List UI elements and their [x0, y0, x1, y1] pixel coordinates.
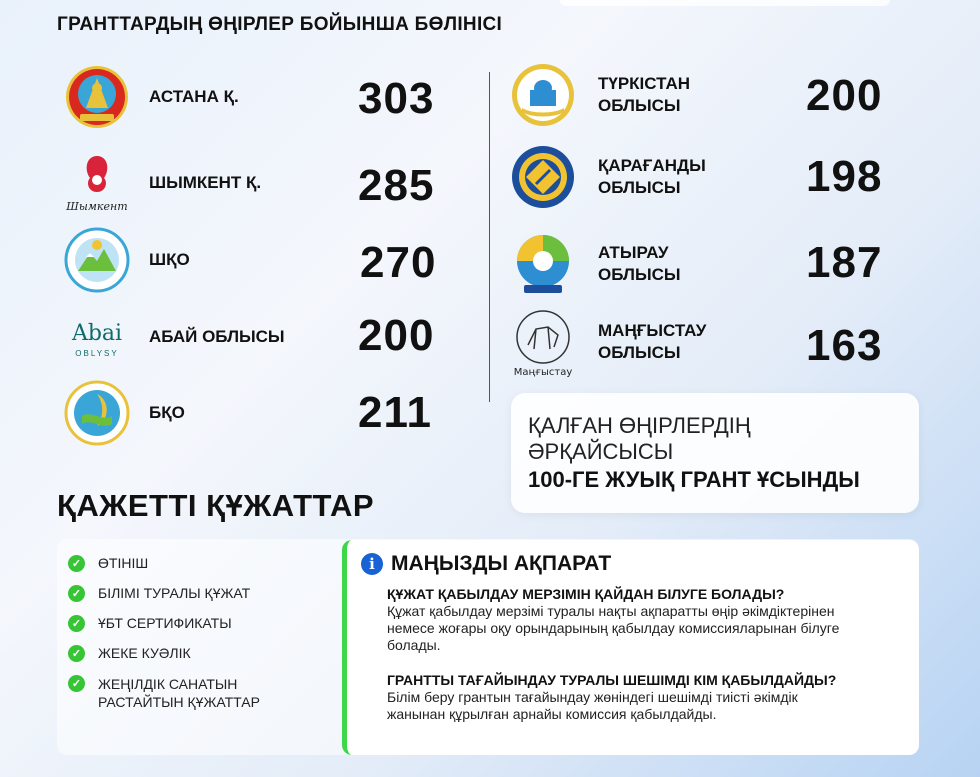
region-abai: [62, 302, 285, 372]
list-item: ✓ ҰБТ СЕРТИФИКАТЫ: [68, 615, 338, 645]
karaganda-emblem-icon: [508, 142, 578, 212]
region-value: 198: [806, 152, 883, 201]
answer: Білім беру грантын тағайындау жөніндегі шешімді тиісті әкімдік жанынан құрылған арнайы комиссия қабылдайды.: [387, 689, 798, 722]
astana-emblem-icon: [62, 62, 132, 132]
svg-text:Abai: Abai: [71, 321, 123, 346]
region-name: ҚАРАҒАНДЫ ОБЛЫСЫ: [598, 156, 706, 197]
region-value: 285: [358, 161, 435, 210]
region-name: БҚО: [149, 403, 185, 422]
check-icon: ✓: [68, 675, 85, 692]
summary-highlight: 100-ГЕ ЖУЫҚ ГРАНТ ҰСЫНДЫ: [528, 467, 860, 492]
region-east-kazakhstan: [62, 225, 190, 295]
question: ГРАНТТЫ ТАҒАЙЫНДАУ ТУРАЛЫ ШЕШІМДІ КІМ ҚАБЫЛДАЙДЫ?: [387, 672, 837, 688]
region-mangystau: [508, 307, 706, 377]
region-value: 200: [806, 71, 883, 120]
region-name: АБАЙ ОБЛЫСЫ: [149, 327, 285, 346]
east-kazakhstan-emblem-icon: [62, 225, 132, 295]
docs-title: ҚАЖЕТТІ ҚҰЖАТТАР: [57, 488, 375, 523]
region-name: АСТАНА Қ.: [149, 87, 239, 106]
qa-block: [361, 672, 905, 723]
region-value: 187: [806, 238, 883, 287]
atyrau-emblem-icon: [508, 229, 578, 299]
region-atyrau: [508, 229, 681, 299]
column-divider: [489, 72, 490, 402]
region-shymkent: [62, 148, 261, 218]
region-value: 211: [358, 388, 432, 437]
page-title: ГРАНТТАРДЫҢ ӨҢІРЛЕР БОЙЫНША БӨЛІНІСІ: [57, 14, 503, 35]
abai-logo-icon: [62, 302, 132, 372]
list-item: ✓ БІЛІМІ ТУРАЛЫ ҚҰЖАТ: [68, 585, 338, 615]
list-item: ✓ ЖЕҢІЛДІК САНАТЫН РАСТАЙТЫН ҚҰЖАТТАР: [68, 675, 338, 723]
turkistan-emblem-icon: [508, 60, 578, 130]
info-icon: i: [361, 553, 383, 575]
region-west-kazakhstan: [62, 378, 185, 448]
region-value: 163: [806, 321, 883, 370]
check-icon: ✓: [68, 615, 85, 632]
west-kazakhstan-emblem-icon: [62, 378, 132, 448]
list-item: ✓ ӨТІНІШ: [68, 555, 338, 585]
region-turkistan: [508, 60, 690, 130]
summary-card: [511, 393, 919, 513]
region-astana: [62, 62, 239, 132]
answer: Құжат қабылдау мерзімі туралы нақты ақпаратты өңір әкімдіктерінен немесе жоғары оқу орындарының қабылдау комиссияларынан білуге болады.: [387, 603, 840, 653]
region-value: 303: [358, 74, 435, 123]
qa-block: [361, 586, 905, 654]
list-item: ✓ ЖЕКЕ КУӘЛІК: [68, 645, 338, 675]
region-value: 270: [360, 238, 437, 287]
svg-text:OBLYSY: OBLYSY: [75, 349, 119, 358]
summary-line: ҚАЛҒАН ӨҢІРЛЕРДІҢ: [528, 413, 751, 438]
region-name: ШҚО: [149, 250, 190, 269]
summary-line: ӘРҚАЙСЫСЫ: [528, 439, 674, 464]
mangystau-logo-icon: [508, 307, 578, 377]
check-icon: ✓: [68, 645, 85, 662]
question: ҚҰЖАТ ҚАБЫЛДАУ МЕРЗІМІН ҚАЙДАН БІЛУГЕ БОЛАДЫ?: [387, 586, 785, 602]
top-bar: [560, 0, 890, 6]
region-name: ШЫМКЕНТ Қ.: [149, 173, 262, 192]
region-name: МАҢҒЫСТАУ ОБЛЫСЫ: [598, 321, 707, 362]
svg-text:Шымкент: Шымкент: [66, 200, 128, 213]
shymkent-logo-icon: [62, 148, 132, 218]
check-icon: ✓: [68, 555, 85, 572]
info-panel: [342, 540, 919, 755]
region-karaganda: [508, 142, 706, 212]
check-icon: ✓: [68, 585, 85, 602]
region-name: АТЫРАУ ОБЛЫСЫ: [598, 243, 681, 284]
region-name: ТҮРКІСТАН ОБЛЫСЫ: [598, 74, 690, 115]
region-value: 200: [358, 311, 435, 360]
svg-text:Маңғыстау: Маңғыстау: [513, 367, 573, 378]
info-title: МАҢЫЗДЫ АҚПАРАТ: [391, 552, 612, 575]
docs-list: [68, 555, 338, 723]
